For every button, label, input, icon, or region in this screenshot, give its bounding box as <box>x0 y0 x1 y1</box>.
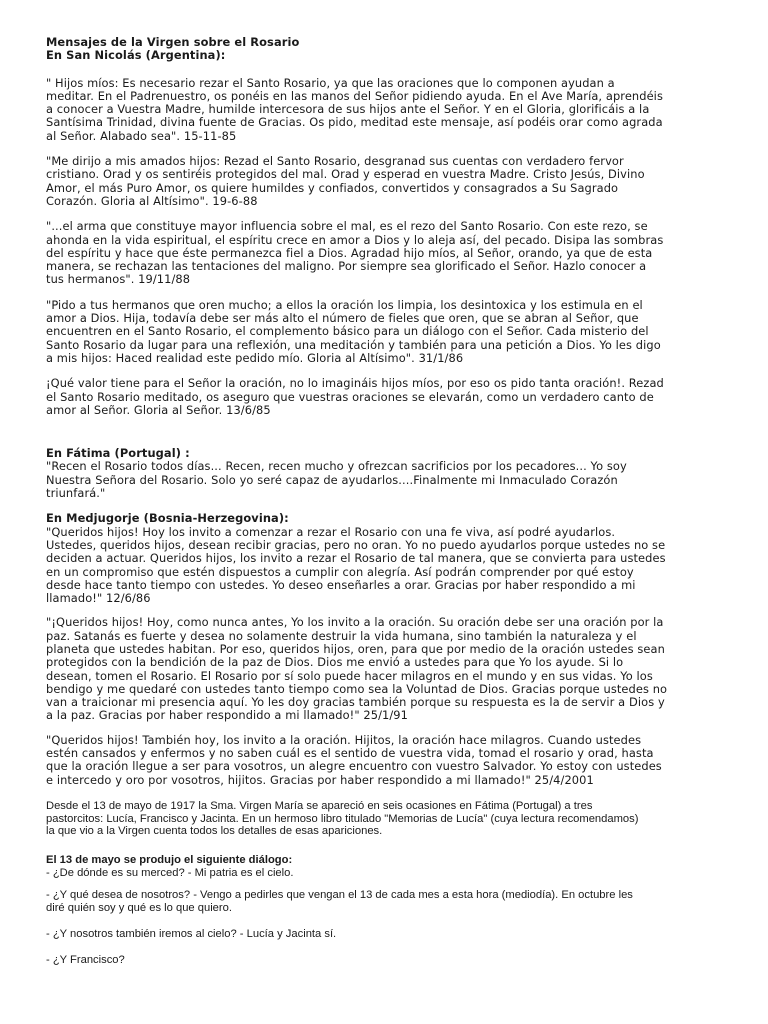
message-paragraph: "Me dirijo a mis amados hijos: Rezad el Santo Rosario, desgranad sus cuentas con verdadero fervor cristiano. Orad y os sentiréis protegidos del mal. Orad y esperad en vuestra Madre. Cristo Jesús, Divino Amor, el más Puro Amor, os quiere humildes y confiados, convertidos y consagrados a Su Sagrado Corazón. Gloria al Altísimo". 19-6-88 <box>46 154 645 208</box>
message-paragraph: "...el arma que constituye mayor influencia sobre el mal, es el rezo del Santo Rosario. Con este rezo, se ahonda en la vida espiritual, el espíritu crece en amor a Dios y lo aleja así, del pecado. Disipa las sombras del espíritu y hace que éste permanezca fiel a Dios. Agradad hijo míos, al Señor, orando, ya que de esta manera, se rechazan las tentaciones del maligno. Por siempre sea glorificado el Señor. Hazlo conocer a tus hermanos". 19/11/88 <box>46 219 664 287</box>
dialog-line: - ¿Y nosotros también iremos al cielo? - Lucía y Jacinta sí. <box>46 927 337 940</box>
fatima-message: "Recen el Rosario todos días... Recen, recen mucho y ofrezcan sacrificios por los pecadores... Yo soy Nuestra Señora del Rosario. Solo yo seré capaz de ayudarlos....Finalmente mi Inmaculado Corazón triunfará." <box>46 459 627 501</box>
dialog-line: - ¿De dónde es su merced? - Mi patria es el cielo. <box>46 866 294 879</box>
message-paragraph: "Pido a tus hermanos que oren mucho; a ellos la oración los limpia, los desintoxica y los estimula en el amor a Dios. Hija, todavía debe ser más alto el número de fieles que oren, que se abran al Señor, que encuentren en el Santo Rosario, el complemento básico para un diálogo con el Señor. Cada misterio del Santo Rosario da lugar para una reflexión, una meditación y también para una petición a Dios. Yo les digo a mis hijos: Haced realidad este pedido mío. Gloria al Altísimo". 31/1/86 <box>46 297 661 365</box>
message-paragraph: "Queridos hijos! Hoy los invito a comenzar a rezar el Rosario con una fe viva, así podré ayudarlos. Ustedes, queridos hijos, desean recibir gracias, pero no oran. Yo no puedo ayudarlos porque ustedes no se deciden a actuar. Queridos hijos, los invito a rezar el Rosario de tal manera, que se convierta para ustedes en un compromiso que estén dispuestos a cumplir con alegría. Así podrán comprender por qué estoy desde hace tanto tiempo con ustedes. Yo deseo enseñarles a orar. Gracias por haber respondido a mi llamado!" 12/6/86 <box>46 524 666 606</box>
dialog-line: - ¿Y Francisco? <box>46 953 125 966</box>
document-title: Mensajes de la Virgen sobre el Rosario <box>46 35 300 49</box>
message-paragraph: "¡Queridos hijos! Hoy, como nunca antes, Yo los invito a la oración. Su oración debe ser una oración por la paz. Satanás es fuerte y desea no solamente destruir la vida humana, sino también la naturaleza y el planeta que ustedes habitan. Por eso, queridos hijos, oren, para que por medio de la oración ustedes sean protegidos con la bendición de la paz de Dios. Dios me envió a ustedes para que Yo los ayude. Si lo desean, tomen el Rosario. El Rosario por sí solo puede hacer milagros en el mundo y en sus vidas. Yo los bendigo y me quedaré con ustedes tanto tiempo como sea la Voluntad de Dios. Gracias porque ustedes no van a traicionar mi presencia aquí. Yo les doy gracias también porque su respuesta es la de servir a Dios y a la paz. Gracias por haber respondido a mi llamado!" 25/1/91 <box>46 615 668 723</box>
dialog-line: - ¿Y qué desea de nosotros? - Vengo a pedirles que vengan el 13 de cada mes a esta hora (mediodía). En octubre les diré quién soy y qué es lo que quiero. <box>46 889 633 915</box>
message-paragraph: " Hijos míos: Es necesario rezar el Santo Rosario, ya que las oraciones que lo componen ayudan a meditar. En el Padrenuestro, os ponéis en las manos del Señor pidiendo ayuda. En el Ave María, aprendéis a conocer a Vuestra Madre, humilde intercesora de sus hijos ante el Señor. Y en el Gloria, glorificáis a la Santísima Trinidad, divina fuente de Gracias. Os pido, meditad este mensaje, así podéis orar como agrada al Señor. Alabado sea". 15-11-85 <box>46 75 663 143</box>
section-heading-fatima: En Fátima (Portugal) : <box>46 446 190 461</box>
message-paragraph: ¡Qué valor tiene para el Señor la oración, no lo imagináis hijos míos, por eso os pido tanta oración!. Rezad el Santo Rosario meditado, os aseguro que vuestras oraciones se elevarán, como un verdadero canto de amor al Señor. Gloria al Señor. 13/6/85 <box>46 376 664 417</box>
section-heading-medjugorje: En Medjugorje (Bosnia-Herzegovina): <box>46 511 289 526</box>
message-paragraph: "Queridos hijos! También hoy, los invito a la oración. Hijitos, la oración hace milagros. Cuando ustedes estén cansados y enfermos y no saben cuál es el sentido de vuestra vida, tomad el rosario y orad, hasta que la oración llegue a ser para vosotros, un alegre encuentro con vuestro Salvador. Yo estoy con ustedes e intercedo y oro por vosotros, hijitos. Gracias por haber respondido a mi llamado!" 25/4/2001 <box>46 732 662 787</box>
dialog-heading: El 13 de mayo se produjo el siguiente diálogo: <box>46 854 293 867</box>
section-heading-san-nicolas: En San Nicolás (Argentina): <box>46 48 226 63</box>
intro-paragraph: Desde el 13 de mayo de 1917 la Sma. Virgen María se apareció en seis ocasiones en Fátima (Portugal) a tres pastorcitos: Lucía, Francisco y Jacinta. En un hermoso libro titulado "Memorias de Lucía" (cuya lectura recomendamos) la que vio a la Virgen cuenta todos los detalles de esas apariciones. <box>46 799 639 838</box>
